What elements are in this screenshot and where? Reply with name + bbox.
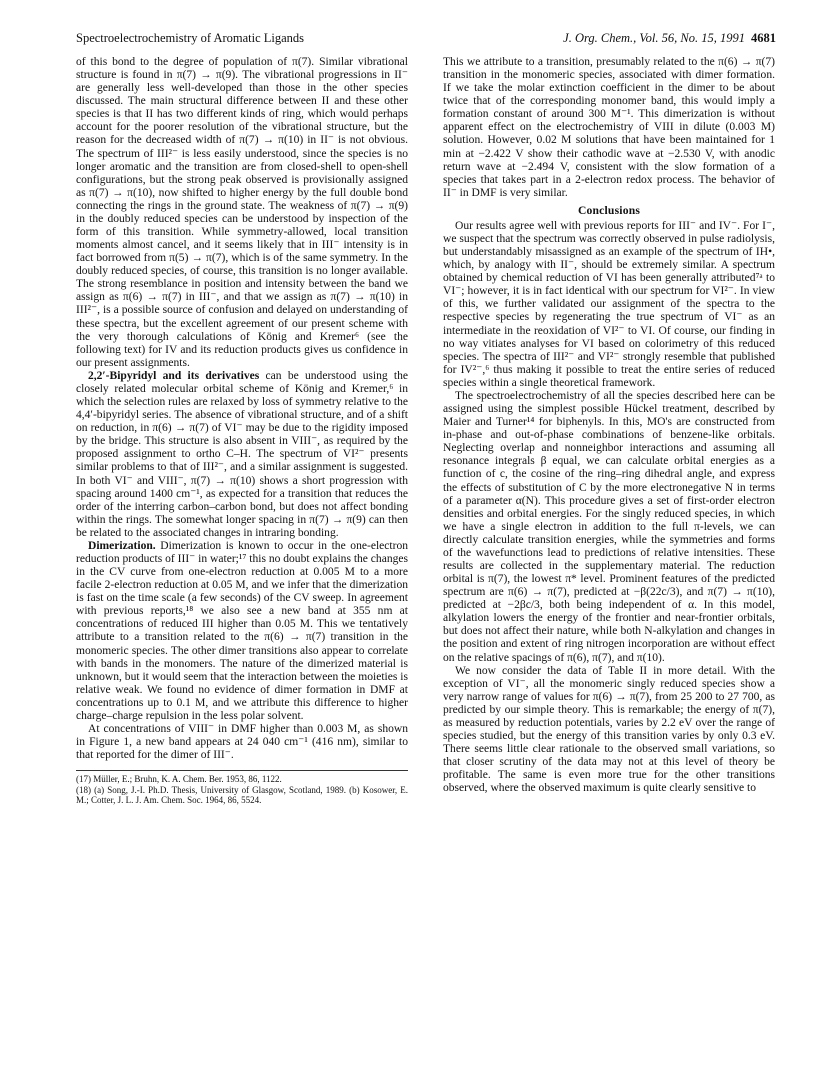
footnote: (17) Müller, E.; Bruhn, K. A. Chem. Ber. 1953, 86, 1122.: [76, 774, 282, 785]
right-column: [443, 56, 775, 795]
run-in-heading: 2,2′-Bipyridyl and its derivatives: [88, 369, 260, 382]
run-in-heading: Dimerization.: [88, 539, 156, 552]
running-header: [76, 31, 776, 49]
body-paragraph: [76, 540, 408, 723]
body-paragraph: This we attribute to a transition, presumably related to the π(6) → π(7) transition in the monomeric species, associated with dimer formation. If we take the molar extinction coefficient in the dimer to be about twice that of the corresponding monomer band, this would imply a formation constant of around 300 M⁻¹. This dimerization is without apparent effect on the electrochemistry of VIII in dilute (0.003 M) solution. However, 0.02 M solutions that have been maintained for 1 min at −2.422 V show their cathodic wave at −2.530 V, with anodic return wave at −2.494 V, consistent with the slow formation of a species that takes part in a 2-electron redox process. The behavior of II⁻ in DMF is very similar.: [443, 56, 775, 199]
running-title: Spectroelectrochemistry of Aromatic Ligands: [76, 31, 305, 45]
paragraph-text: Dimerization is known to occur in the one-electron reduction products of III⁻ in water;¹⁷ this no doubt explains the changes in the CV curve from one-electron reduction at 0.005 M to a more facile 2-electron reduction at 0.05 M, and we infer that the dimerization is fast on the time scale (a few seconds) of the CV sweep. In agreement with previous reports,¹⁸ we also see a new band at 355 nm at concentrations of reduced III higher than 0.05 M. This we tentatively attribute to a transition related to the π(6) → π(7) transition in the monomeric species. The other dimer transitions also appear to correlate with bands in the monomers. The nature of the dimerized material is unknown, but it would seem that the interaction between the moieties is relative weak. We found no evidence of dimer formation in DMF at concentrations up to 0.1 M, and we attribute this difference to higher charge–charge repulsion in the less polar solvent.: [76, 539, 409, 722]
journal-citation: [563, 31, 776, 46]
body-paragraph: of this bond to the degree of population of π(7). Similar vibrational structure is found in π(7) → π(9). The vibrational progressions in II⁻ are generally less well-developed than those in the other species discussed. The main structural difference between II and these other species is that II has two different kinds of ring, which would perhaps account for the poorer resolution of the vibrational structure, but the reason for the decreased width of π(7) → π(10) in II⁻ is not obvious. The spectrum of III²⁻ is less easily understood, since the species is no longer aromatic and the transition are from closed-shell to open-shell configurations, but the strong peak observed is provisionally assigned as π(7) → π(10), now shifted to higher energy by the full double bond connecting the rings in the ground state. The weakness of π(7) → π(9) in the doubly reduced species can be understood by inspection of the form of this transition. While symmetry-allowed, local transition moments almost cancel, and it seems likely that in III⁻ intensity is in fact borrowed from π(5) → π(7), which is of the same symmetry. In the doubly reduced species, of course, this transition is no longer available. The strong resemblance in position and intensity between the band we assign as π(6) → π(7) in III⁻, and that we assign as π(7) → π(10) in III²⁻, is a possible source of confusion and delayed on understanding of these spectra, but the excellent agreement of our present scheme with the very thorough calculations of König and Kremer⁶ (see the following text) for IV and its reduction products gives us confidence in our present assignments.: [76, 56, 408, 369]
paragraph-text: can be understood using the closely related molecular orbital scheme of König and Kremer,⁶ in which the selection rules are relaxed by loss of symmetry relative to the 4,4′-bipyridyl series. The absence of vibrational structure, and of a shift on reduction, in π(6) → π(7) of VI⁻ may be due to the rigidity imposed by the bridge. This structure is also absent in VIII⁻, as required by the proposed assignment to ortho C–H. The spectrum of VI²⁻ presents similar problems to that of III²⁻, and a similar assignment is suggested. In both VI⁻ and VIII⁻, π(7) → π(10) shows a short progression with spacing around 1400 cm⁻¹, as expected for a transition that reduces the order of the interring carbon–carbon bond, but does not affect bonding within the rings. The somewhat longer spacing in π(7) → π(9) can then be related to the associated changes in intraring bonding.: [76, 369, 408, 539]
section-heading: Conclusions: [577, 203, 641, 217]
body-paragraph: Our results agree well with previous reports for III⁻ and IV⁻. For I⁻, we suspect that the spectrum was correctly observed in pulse radiolysis, but understandably misassigned as an example of the spectrum of IH•, which, by analogy with II⁻, should be extremely similar. A spectrum obtained by chemical reduction of VI has been generally attributed⁷ᵃ to VI⁻; however, it is in fact identical with our spectrum for VI²⁻. In view of this, we further validated our assignment of the spectra to the respective species by regenerating the true spectrum of VI⁻ as an intermediate in the reoxidation of VI²⁻ to VI. Of course, our finding in no way vitiates analyses for VI based on colorimetry of this reduced species. The spectra of III²⁻ and VI²⁻ strongly resemble that published for IV²⁻,⁶ thus making it possible to treat the entire series of reduced species within a single theoretical framework.: [443, 219, 775, 389]
page-number: 4681: [751, 31, 776, 45]
body-paragraph: We now consider the data of Table II in more detail. With the exception of VI⁻, all the monomeric singly reduced species show a very narrow range of values for π(6) → π(7), from 25 200 to 27 700, as predicted by our simple theory. This is remarkable; the energy of π(7), as measured by reduction potentials, varies by 2.2 eV over the range of species studied, but the energy of this transition varies by only 0.3 eV. There seems little clear rationale to the observed small variations, so that closer scrutiny of the data may not at this level of theory be profitable. The same is even more true for the other transitions observed, where the observed maximum is quite clearly sensitive to: [443, 664, 775, 795]
journal-reference: J. Org. Chem., Vol. 56, No. 15, 1991: [563, 31, 745, 45]
body-paragraph: At concentrations of VIII⁻ in DMF higher than 0.003 M, as shown in Figure 1, a new band appears at 24 040 cm⁻¹ (416 nm), similar to that reported for the dimer of III⁻.: [76, 722, 408, 762]
footnotes: [76, 770, 408, 806]
left-column: [76, 56, 408, 806]
footnote: (18) (a) Song, J.-I. Ph.D. Thesis, University of Glasgow, Scotland, 1989. (b) Kosower, E. M.; Cotter, J. L. J. Am. Chem. Soc. 1964, 86, 5524.: [76, 784, 408, 806]
body-paragraph: [76, 370, 408, 540]
body-paragraph: The spectroelectrochemistry of all the species described here can be assigned using the simplest possible Hückel treatment, described by Maier and Turner¹⁴ for biphenyls. In this, MO's are constructed from in-phase and out-of-phase combinations of benzene-like orbitals. Neglecting overlap and nonneighbor interactions and assuming all resonance integrals β equal, we can calculate orbital energies as a function of c, the cosine of the ring–ring dihedral angle, and express the effects of substitution of C by the more electronegative N in terms of a parameter α(N). This procedure gives a set of first-order electron densities and orbital energies. For the singly reduced species, in which we have a single electron in addition to the full π-levels, we can directly calculate transition energies, while the symmetries and forms of the wavefunctions lead to predictions of relative intensities. These results are collected in the supplementary material. The reduction orbital is π(7), the lowest π* level. Prominent features of the predicted spectrum are π(6) → π(7), predicted at −β(22c/3), and π(7) → π(10), predicted at −2βc/3, both being independent of α. In this model, alkylation lowers the energy of the frontier and near-frontier orbitals, but does not affect their nature, while both N-alkylation and changes in the position and extent of ring nitrogen incorporation are without effect on the relative spacings of π(6), π(7), and π(10).: [443, 389, 775, 664]
